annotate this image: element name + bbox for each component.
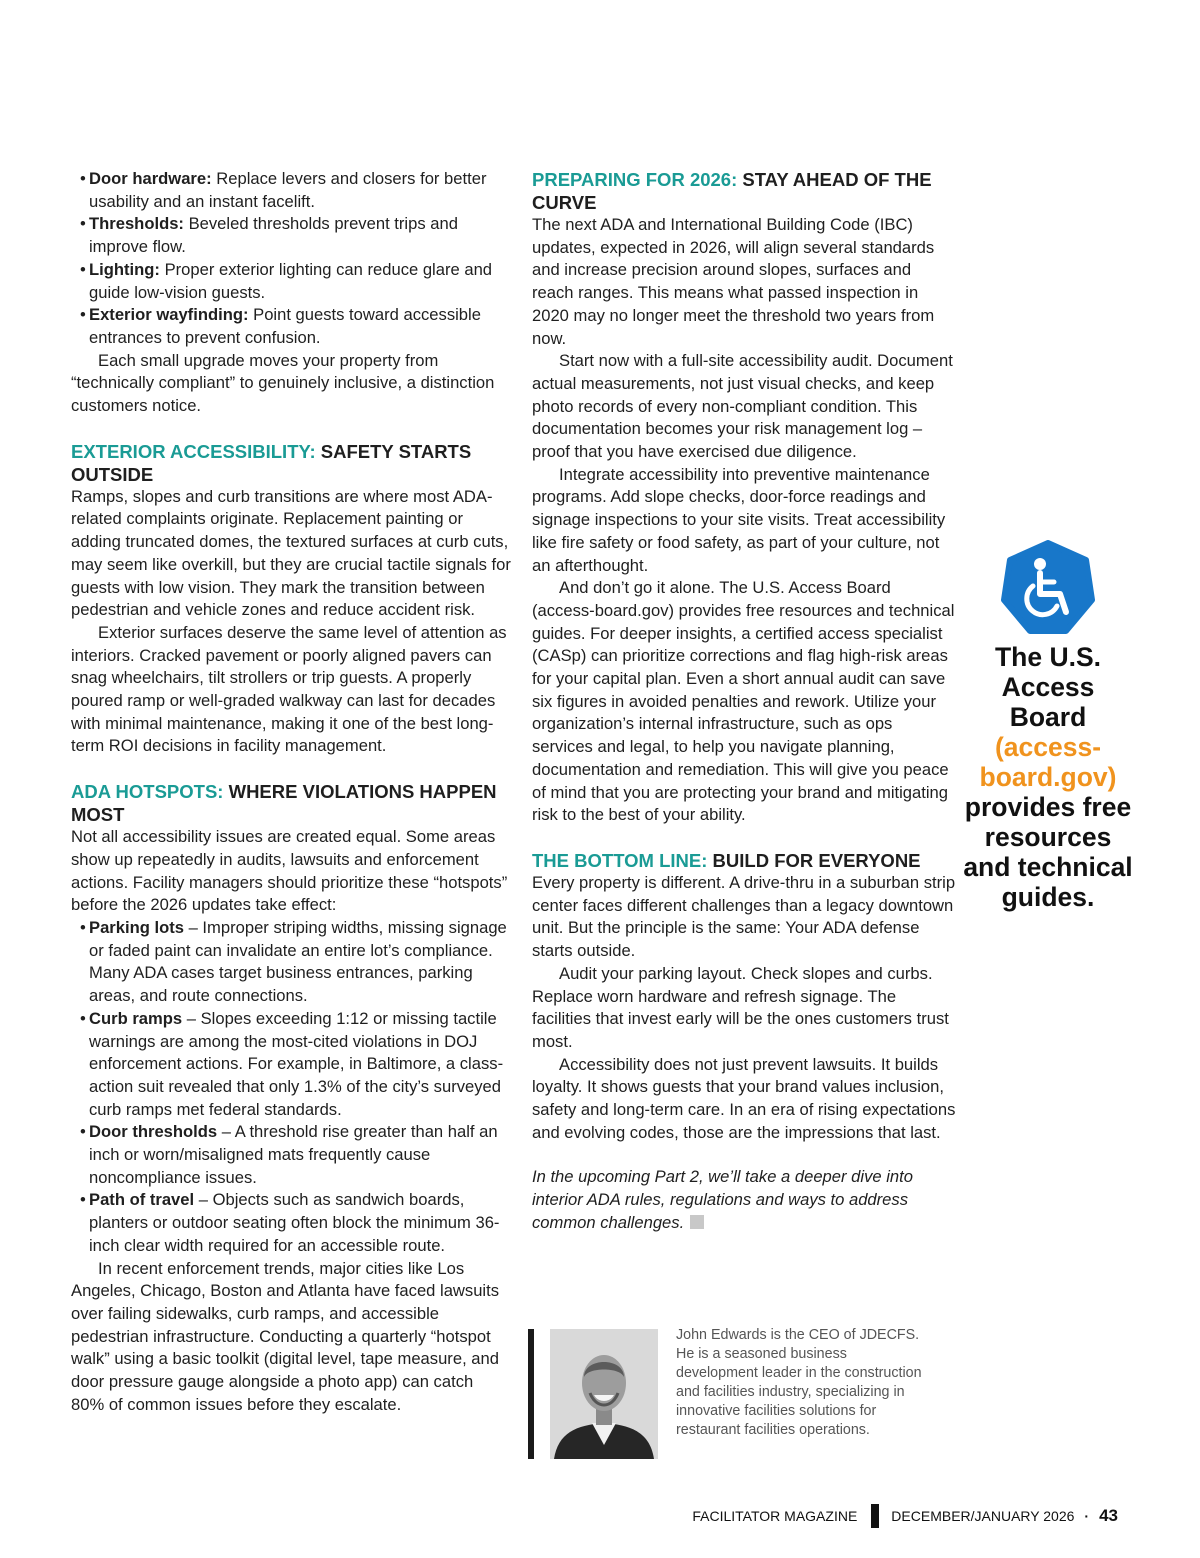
- bullet-text: – Slopes exceeding 1:12 or missing tactile warnings are among the most-cited violations in DOJ enforcement actions. For example, in Baltimore, a class-action suit revealed that only 1.3% of the city’s surveyed curb ramps met federal standards.: [89, 1008, 504, 1119]
- heading-teal: PREPARING FOR 2026:: [532, 169, 738, 190]
- body-paragraph: And don’t go it alone. The U.S. Access Board (access-board.gov) provides free resources and technical guides. For deeper insights, a certified access specialist (CASp) can prioritize corrections and flag high-risk areas for your capital plan. Even a short annual audit can save six figures in avoided penalties and rework. Utilize your organization’s internal infrastructure, such as ops services and legal, to help you navigate planning, documentation and remediation. This will give you peace of mind that you are protecting your brand and mitigating risk to the best of your ability.: [532, 578, 955, 825]
- heading-teal: EXTERIOR ACCESSIBILITY:: [71, 440, 316, 462]
- body-paragraph: The next ADA and International Building Code (IBC) updates, expected in 2026, will align several standards and increase precision around slopes, surfaces and reach ranges. This means what passed inspection in 2020 may no longer meet the threshold two years from now.: [532, 215, 935, 348]
- bullet-term: Lighting:: [89, 259, 160, 279]
- pull-quote-url: (access-board.gov): [979, 732, 1117, 792]
- list-item: [71, 917, 511, 1008]
- body-paragraph: In recent enforcement trends, major cities like Los Angeles, Chicago, Boston and Atlanta have faced lawsuits over failing sidewalks, curb ramps, and accessible pedestrian infrastructure. Conducting a quarterly “hotspot walk” using a basic toolkit (digital level, tape measure, and door pressure gauge alongside a photo app) can catch 80% of common issues before they escalate.: [71, 1258, 500, 1414]
- list-item: [71, 1008, 511, 1122]
- list-item: [71, 168, 511, 213]
- bullet-term: Curb ramps: [89, 1008, 183, 1028]
- section-heading-bottom-line: [532, 849, 957, 872]
- page-footer: [692, 1504, 1118, 1528]
- footer-separator: ·: [1084, 1508, 1090, 1524]
- bullet-term: Path of travel: [89, 1190, 195, 1210]
- wheelchair-accessibility-icon: [1000, 540, 1096, 636]
- section-heading-exterior: [71, 440, 511, 486]
- bullet-text: – A threshold rise greater than half an inch or worn/misaligned mats frequently cause noncompliance issues.: [89, 1122, 498, 1187]
- spacer: [532, 1144, 957, 1166]
- author-portrait-icon: [550, 1329, 658, 1459]
- footer-divider: [871, 1504, 879, 1528]
- end-mark-icon: [690, 1215, 704, 1229]
- body-paragraph: Accessibility does not just prevent lawsuits. It builds loyalty. It shows guests that your brand values inclusion, safety and long-term care. In an era of rising expectations and evolving codes, those are the impressions that last.: [532, 1054, 956, 1142]
- bullet-term: Exterior wayfinding:: [89, 305, 249, 325]
- body-paragraph: Start now with a full-site accessibility audit. Document actual measurements, not just visual checks, and keep photo records of every non-compliant condition. This documentation becomes your risk management log – proof that you have exercised due diligence.: [532, 351, 953, 462]
- body-paragraph: Not all accessibility issues are created equal. Some areas show up repeatedly in audits, lawsuits and enforcement actions. Facility managers should prioritize these “hotspots” before the 2026 updates take effect:: [71, 827, 508, 915]
- list-item: [71, 213, 511, 258]
- part-two-teaser: [532, 1166, 957, 1234]
- body-paragraph: Audit your parking layout. Check slopes and curbs. Replace worn hardware and refresh signage. The facilities that invest early will be the ones customers trust most.: [532, 963, 949, 1051]
- list-item: [71, 1121, 511, 1189]
- teaser-text: In the upcoming Part 2, we’ll take a deeper dive into interior ADA rules, regulations and ways to address common challenges.: [532, 1167, 913, 1232]
- author-bio: John Edwards is the CEO of JDECFS. He is a seasoned business development leader in the construction and facilities industry, specializing in innovative facilities solutions for restaurant facilities operations.: [676, 1327, 922, 1438]
- pull-quote-line: provides free resources and technical guides.: [963, 792, 1133, 912]
- hotspot-bullet-list: [71, 917, 511, 1258]
- bullet-text: – Objects such as sandwich boards, planters or outdoor seating often block the minimum 36-inch clear width required for an accessible route.: [89, 1190, 500, 1255]
- body-paragraph: Integrate accessibility into preventive maintenance programs. Add slope checks, door-force readings and signage inspections to your site visits. Treat accessibility like fire safety or food safety, as part of your culture, not an afterthought.: [532, 464, 946, 575]
- pull-quote: [962, 540, 1134, 912]
- heading-rest: SAFETY STARTS OUTSIDE: [71, 440, 472, 485]
- body-paragraph: Every property is different. A drive-thru in a suburban strip center faces different challenges than a legacy downtown unit. But the principle is the same: Your ADA defense starts outside.: [532, 872, 956, 961]
- left-column: [71, 168, 511, 1416]
- author-photo: [550, 1329, 658, 1459]
- bullet-text: Replace levers and closers for better usability and an instant facelift.: [89, 169, 487, 211]
- heading-rest: BUILD FOR EVERYONE: [707, 849, 921, 871]
- heading-teal: ADA HOTSPOTS:: [71, 781, 224, 803]
- body-paragraph: Each small upgrade moves your property from “technically compliant” to genuinely inclusive, a distinction customers notice.: [71, 350, 495, 416]
- bullet-text: Beveled thresholds prevent trips and improve flow.: [89, 214, 458, 257]
- page-number: 43: [1099, 1506, 1118, 1525]
- bullet-text: – Improper striping widths, missing signage or faded paint can invalidate an entire lot’s compliance. Many ADA cases target business entrances, parking areas, and route connections.: [89, 917, 507, 1006]
- bullet-text: Proper exterior lighting can reduce glare and guide low-vision guests.: [89, 259, 493, 302]
- author-accent-bar: [528, 1329, 534, 1459]
- middle-column: [532, 168, 957, 1235]
- issue-date: DECEMBER/JANUARY 2026: [891, 1508, 1075, 1524]
- bullet-term: Thresholds:: [89, 214, 184, 234]
- list-item: [71, 259, 511, 304]
- body-paragraph: Exterior surfaces deserve the same level of attention as interiors. Cracked pavement or poorly aligned pavers can snag wheelchairs, tilt strollers or trip guests. A properly poured ramp or well-graded walkway can last for decades with minimal maintenance, making it one of the best long-term ROI decisions in facility management.: [71, 622, 507, 756]
- bullet-term: Parking lots: [89, 917, 184, 937]
- magazine-name: FACILITATOR MAGAZINE: [692, 1508, 858, 1524]
- bullet-term: Door hardware:: [89, 169, 212, 188]
- bullet-text: Point guests toward accessible entrances to prevent confusion.: [89, 305, 481, 347]
- list-item: [71, 1189, 511, 1257]
- upgrade-bullet-list: [71, 168, 511, 350]
- body-paragraph: Ramps, slopes and curb transitions are where most ADA-related complaints originate. Replacement painting or adding truncated domes, the textured surfaces at curb cuts, may seem like overkill, but they are crucial tactile signals for guests with low vision. They mark the transition between pedestrian and vehicle zones and reduce accident risk.: [71, 486, 511, 620]
- author-box: [528, 1326, 948, 1462]
- list-item: [71, 304, 511, 349]
- section-heading-preparing: [532, 168, 957, 214]
- pull-quote-line: The U.S. Access Board: [994, 642, 1101, 732]
- heading-teal: THE BOTTOM LINE:: [532, 849, 708, 871]
- section-heading-hotspots: [71, 780, 511, 826]
- bullet-term: Door thresholds: [89, 1122, 218, 1142]
- heading-rest: STAY AHEAD OF THE CURVE: [532, 169, 932, 213]
- heading-rest: WHERE VIOLATIONS HAPPEN MOST: [71, 781, 497, 826]
